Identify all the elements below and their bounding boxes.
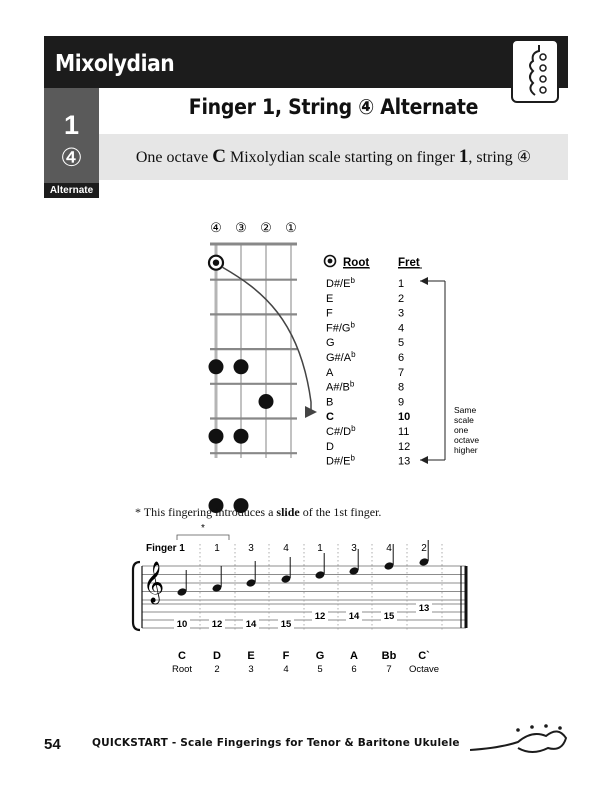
note-name: C bbox=[178, 650, 186, 662]
finger-number: 1 bbox=[214, 543, 220, 554]
string-label: ④ bbox=[210, 220, 222, 235]
root-note-label: $A\#/B^b$ bbox=[326, 379, 355, 394]
octave-note-text: Same bbox=[454, 405, 477, 415]
scale-degree: 5 bbox=[317, 664, 323, 675]
scale-degree: 6 bbox=[351, 664, 357, 675]
root-note-label: $G\#/A^b$ bbox=[326, 350, 356, 364]
fret-number-label: 12 bbox=[398, 440, 411, 453]
finger-label: Finger bbox=[146, 543, 177, 554]
scale-degree: 3 bbox=[248, 664, 254, 675]
subtitle: One octave C Mixolydian scale starting on finger 1, string ④ bbox=[135, 146, 532, 167]
root-note-label: E bbox=[326, 292, 334, 305]
fret-number-label: 6 bbox=[398, 352, 405, 364]
string-label: ② bbox=[260, 220, 272, 235]
root-note-label: D bbox=[326, 440, 334, 453]
scale-degree: 7 bbox=[386, 664, 392, 675]
tab-fret-number: 14 bbox=[245, 619, 257, 630]
note-name: A bbox=[350, 650, 358, 662]
page-title: Finger 1, String ④ Alternate bbox=[188, 95, 479, 119]
fret-number-label: 4 bbox=[398, 322, 405, 335]
root-note-label: $D\#/E^b$ bbox=[326, 453, 355, 468]
fret-number-label: 9 bbox=[398, 396, 405, 409]
tab-fret-number: 12 bbox=[314, 611, 326, 622]
tab-fret-number: 15 bbox=[280, 619, 292, 630]
root-note-label: A bbox=[326, 366, 334, 379]
tab-fret-number: 13 bbox=[418, 603, 430, 614]
tab-fret-number: 15 bbox=[383, 611, 395, 622]
finger-number: 3 bbox=[351, 543, 357, 554]
root-note-label: $D\#/E^b$ bbox=[326, 276, 355, 290]
fret-number-label: 3 bbox=[398, 307, 405, 320]
finger-number: 3 bbox=[248, 543, 254, 554]
finger-number: 4 bbox=[386, 543, 392, 554]
section-title: Mixolydian bbox=[55, 51, 175, 77]
fret-number-label: 2 bbox=[398, 292, 405, 305]
tab-fret-number: 12 bbox=[211, 619, 223, 630]
fret-number-label: 8 bbox=[398, 381, 405, 394]
octave-note-text: octave bbox=[454, 435, 480, 445]
fret-number-label: 13 bbox=[398, 455, 411, 468]
octave-note-text: higher bbox=[454, 445, 478, 455]
tab-fret-number: 10 bbox=[176, 619, 188, 630]
fret-number-label: 10 bbox=[398, 411, 411, 424]
fret-number-label: 1 bbox=[398, 278, 405, 290]
finger-number: 1 bbox=[179, 543, 185, 554]
treble-clef-icon: 𝄞 bbox=[143, 561, 165, 602]
note-name: D bbox=[213, 650, 221, 662]
tab-fret-number: 14 bbox=[348, 611, 360, 622]
page-number: 54 bbox=[44, 736, 61, 753]
root-note-label: $F\#/G^b$ bbox=[326, 320, 355, 335]
octave-note-text: scale bbox=[454, 415, 474, 425]
root-header: Root bbox=[343, 257, 370, 269]
scale-degree: Octave bbox=[408, 664, 440, 675]
fret-header: Fret bbox=[398, 257, 420, 269]
book-title: QUICKSTART - Scale Fingerings for Tenor & Baritone Ukulele bbox=[92, 737, 460, 749]
note-name: G bbox=[315, 650, 325, 662]
finger-number: 1 bbox=[317, 543, 323, 554]
string-label: ① bbox=[285, 220, 297, 235]
footnote: * This fingering introduces a slide of the 1st finger. bbox=[135, 505, 382, 519]
note-name: F bbox=[282, 650, 290, 662]
system-bracket bbox=[133, 562, 140, 630]
fret-number-label: 11 bbox=[398, 426, 410, 438]
side-alternate-label: Alternate bbox=[44, 183, 99, 198]
scale-degree: 4 bbox=[283, 664, 289, 675]
root-note-label: C bbox=[326, 411, 334, 424]
root-note-label: $C\#/D^b$ bbox=[326, 424, 356, 438]
finger-number: 2 bbox=[421, 543, 427, 554]
root-note-label: F bbox=[326, 307, 333, 320]
slide-bracket bbox=[177, 535, 229, 540]
string-label: ③ bbox=[235, 220, 247, 235]
octave-note-text: one bbox=[454, 425, 469, 435]
finger-number: 4 bbox=[283, 543, 289, 554]
note-name: Bb bbox=[381, 650, 397, 662]
scale-degree: 2 bbox=[214, 664, 220, 675]
slide-star: * bbox=[201, 523, 205, 534]
root-note-label: B bbox=[326, 396, 334, 409]
side-finger-number: 1 bbox=[63, 110, 80, 140]
note-name: E bbox=[247, 650, 255, 662]
fret-number-label: 7 bbox=[398, 366, 405, 379]
scale-degree: Root bbox=[171, 664, 193, 675]
note-name: C` bbox=[418, 650, 430, 662]
root-note-label: G bbox=[326, 337, 335, 350]
ukulele-doodle-icon bbox=[470, 722, 570, 758]
fret-number-label: 5 bbox=[398, 337, 405, 350]
side-string-number: ④ bbox=[60, 143, 83, 172]
